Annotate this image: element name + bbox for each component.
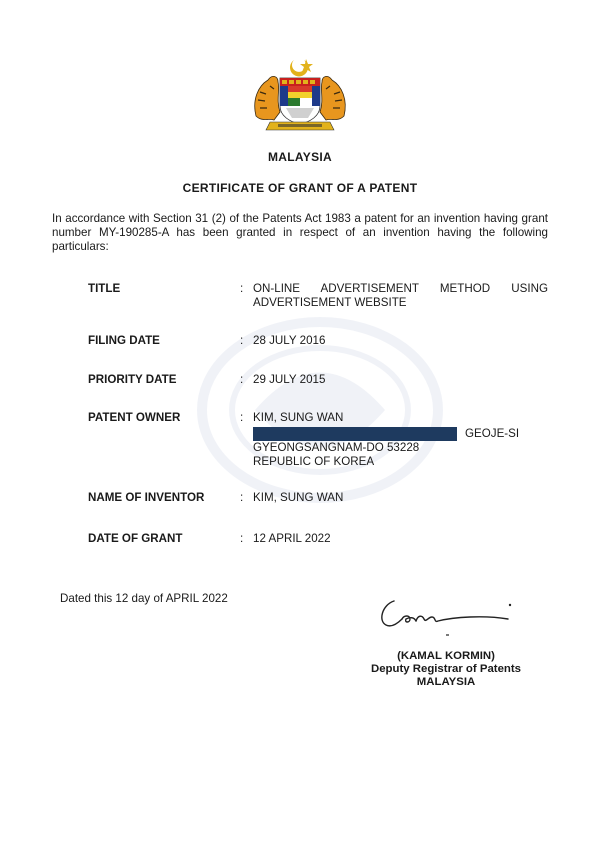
signatory-country: MALAYSIA — [416, 676, 476, 688]
patent-owner-value — [253, 411, 548, 469]
malaysia-coat-of-arms-icon — [248, 56, 352, 138]
colon: : — [240, 282, 244, 295]
grant-date-label: DATE OF GRANT — [88, 532, 183, 545]
signatory-block — [356, 650, 536, 689]
inventor-label: NAME OF INVENTOR — [88, 491, 205, 504]
priority-date-label: PRIORITY DATE — [88, 373, 177, 386]
inventor-value: KIM, SUNG WAN — [253, 491, 344, 504]
intro-paragraph: In accordance with Section 31 (2) of the Patents Act 1983 a patent for an invention having grant number MY-190285-A has been granted in respect of an invention having the following particulars: — [52, 212, 548, 253]
colon: : — [240, 491, 244, 504]
owner-province: GYEONGSANGNAM-DO 53228 — [253, 441, 420, 454]
priority-date-value: 29 JULY 2015 — [253, 373, 326, 386]
filing-date-label: FILING DATE — [88, 334, 160, 347]
country-heading: MALAYSIA — [268, 150, 332, 164]
grant-date-value: 12 APRIL 2022 — [253, 532, 331, 545]
filing-date-value: 28 JULY 2016 — [253, 334, 326, 347]
owner-name: KIM, SUNG WAN — [253, 411, 344, 424]
signatory-position: Deputy Registrar of Patents — [370, 663, 521, 675]
colon: : — [240, 373, 244, 386]
title-line-1: ON-LINE ADVERTISEMENT METHOD USING — [253, 282, 548, 295]
patent-owner-label: PATENT OWNER — [88, 411, 181, 424]
owner-city: GEOJE-SI — [465, 427, 520, 440]
owner-address-line — [253, 427, 548, 441]
owner-country: REPUBLIC OF KOREA — [253, 455, 375, 468]
title-line-2: ADVERTISEMENT WEBSITE — [253, 296, 407, 309]
certificate-title: CERTIFICATE OF GRANT OF A PATENT — [182, 181, 418, 195]
dated-line: Dated this 12 day of APRIL 2022 — [60, 592, 228, 605]
title-value — [253, 282, 548, 310]
colon: : — [240, 334, 244, 347]
colon: : — [240, 532, 244, 545]
colon: : — [240, 411, 244, 424]
handwritten-signature-icon — [374, 595, 524, 641]
signatory-name: (KAMAL KORMIN) — [397, 650, 495, 662]
title-label: TITLE — [88, 282, 121, 295]
redaction-bar — [253, 427, 457, 441]
